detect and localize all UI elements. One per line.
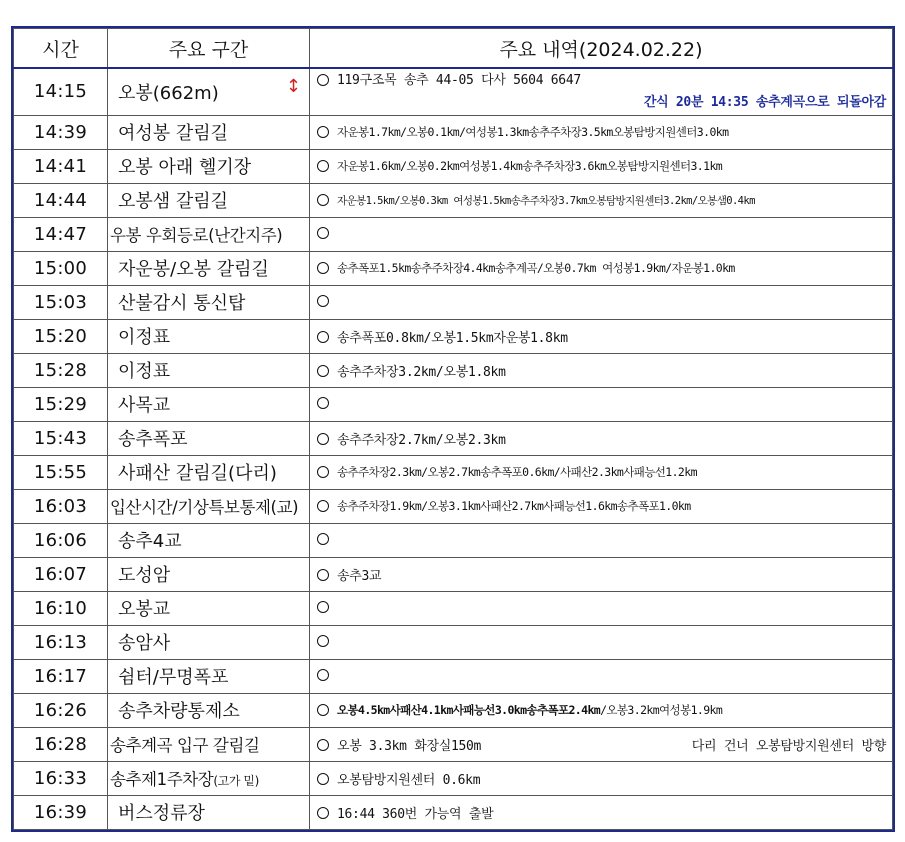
row-time: 14:41 [14,149,108,183]
table-row [14,387,893,421]
row-detail [310,285,893,319]
row-detail [310,795,893,829]
row-detail [310,183,893,217]
row-detail [310,149,893,183]
row-time: 15:03 [14,285,108,319]
row-section-label: 오봉(662m) [118,82,219,104]
row-detail-text: 자운봉1.6km/오봉0.2km여성봉1.4km송추주차장3.6km오봉탐방지원센터3.1km [337,159,723,174]
table-row [14,353,893,387]
row-detail [310,523,893,557]
circle-bullet-icon [317,227,329,239]
row-detail-text: 송추주차장2.3km/오봉2.7km송추폭포0.6km/사패산2.3km사패능선1.2km [337,465,697,480]
row-time: 16:07 [14,557,108,591]
table-row [14,795,893,829]
circle-bullet-icon [317,74,329,86]
header-section: 주요 구간 [108,29,310,69]
row-detail [310,421,893,455]
row-detail [310,591,893,625]
row-section: 이정표 [108,353,310,387]
schedule-table [13,28,893,830]
table-row [14,659,893,693]
row-time: 15:43 [14,421,108,455]
row-section: 송추차량통제소 [108,693,310,727]
row-detail [310,387,893,421]
row-section: 송암사 [108,625,310,659]
circle-bullet-icon [317,704,329,716]
circle-bullet-icon [317,466,329,478]
circle-bullet-icon [317,126,329,138]
table-row [14,217,893,251]
table-row [14,183,893,217]
row-detail [310,115,893,149]
circle-bullet-icon [317,500,329,512]
table-row [14,693,893,727]
row-detail [310,659,893,693]
row-detail-text: 오봉 3.3km 화장실150m [337,738,482,754]
circle-bullet-icon [317,295,329,307]
row-detail [310,217,893,251]
table-row [14,68,893,115]
row-time: 16:13 [14,625,108,659]
row-detail-text: 119구조목 송추 44-05 다사 5604 6647 [337,73,581,89]
table-row [14,319,893,353]
circle-bullet-icon [317,397,329,409]
circle-bullet-icon [317,262,329,274]
row-time: 16:26 [14,693,108,727]
row-time: 15:28 [14,353,108,387]
row-section: 오봉교 [108,591,310,625]
circle-bullet-icon [317,569,329,581]
circle-bullet-icon [317,433,329,445]
row-section: 버스정류장 [108,795,310,829]
row-detail-text: 오봉탐방지원센터 0.6km [337,772,481,788]
table-row [14,761,893,795]
circle-bullet-icon [317,194,329,206]
row-detail-text: 자운봉1.7km/오봉0.1km/여성봉1.3km송추주차장3.5km오봉탐방지원센터3.0km [337,125,729,140]
row-time: 16:17 [14,659,108,693]
table-row [14,455,893,489]
row-section [108,68,310,115]
schedule-table-frame [11,26,895,832]
row-section: 쉼터/무명폭포 [108,659,310,693]
row-detail [310,455,893,489]
header-details: 주요 내역(2024.02.22) [310,29,893,69]
table-row [14,523,893,557]
row-detail-text: 자운봉1.5km/오봉0.3km 여성봉1.5km송추주차장3.7km오봉탐방지원센터3.2km/오봉샘0.4km [337,194,755,207]
table-row [14,149,893,183]
table-row [14,625,893,659]
row-detail [310,319,893,353]
row-time: 16:10 [14,591,108,625]
circle-bullet-icon [317,601,329,613]
row-detail-text: 송추주차장3.2km/오봉1.8km [337,364,506,380]
row-detail [310,727,893,761]
row-detail [310,68,893,115]
row-time: 15:00 [14,251,108,285]
table-row [14,591,893,625]
circle-bullet-icon [317,807,329,819]
row-detail [310,625,893,659]
table-row [14,421,893,455]
row-time: 15:55 [14,455,108,489]
up-down-arrow-icon: ↕ [285,76,301,97]
circle-bullet-icon [317,739,329,751]
header-time: 시간 [14,29,108,69]
row-time: 16:28 [14,727,108,761]
row-time: 15:29 [14,387,108,421]
circle-bullet-icon [317,331,329,343]
circle-bullet-icon [317,533,329,545]
table-row [14,727,893,761]
circle-bullet-icon [317,635,329,647]
row-section: 오봉샘 갈림길 [108,183,310,217]
row-section [108,761,310,795]
row-detail [310,353,893,387]
row-section-label: 송추제1주차장 [110,770,214,790]
row-section: 우봉 우회등로(난간지주) [108,217,310,251]
row-detail-text: /오봉3.2km여성봉1.9km [600,703,723,718]
row-section-sub: (고가 밑) [213,774,259,789]
row-detail-text: 송추주차장1.9km/오봉3.1km사패산2.7km사패능선1.6km송추폭포1.0km [337,499,691,514]
row-section: 입산시간/기상특보통제(교) [108,489,310,523]
row-detail-text: 16:44 360번 가능역 출발 [337,806,494,822]
header-row [14,29,893,69]
table-row [14,251,893,285]
circle-bullet-icon [317,669,329,681]
row-section: 송추폭포 [108,421,310,455]
row-section: 사패산 갈림길(다리) [108,455,310,489]
row-section: 사목교 [108,387,310,421]
row-time: 14:44 [14,183,108,217]
row-section: 산불감시 통신탑 [108,285,310,319]
row-detail [310,251,893,285]
circle-bullet-icon [317,365,329,377]
row-time: 16:06 [14,523,108,557]
circle-bullet-icon [317,773,329,785]
row-detail [310,489,893,523]
row-section: 도성암 [108,557,310,591]
row-time: 15:20 [14,319,108,353]
row-detail-text: 송추주차장2.7km/오봉2.3km [337,432,506,448]
row-note: 간식 20분 14:35 송추계곡으로 되돌아감 [643,95,886,111]
row-time: 14:39 [14,115,108,149]
table-row [14,489,893,523]
row-section: 여성봉 갈림길 [108,115,310,149]
row-section: 송추계곡 입구 갈림길 [108,727,310,761]
circle-bullet-icon [317,160,329,172]
row-time: 16:03 [14,489,108,523]
table-row [14,557,893,591]
row-detail-bold: 오봉4.5km사패산4.1km사패능선3.0km송추폭포2.4km [337,703,601,718]
table-row [14,285,893,319]
row-detail-text: 송추폭포0.8km/오봉1.5km자운봉1.8km [337,330,568,346]
row-time: 14:15 [14,68,108,115]
row-section: 자운봉/오봉 갈림길 [108,251,310,285]
row-right-note: 다리 건너 오봉탐방지원센터 방향 [691,738,886,754]
row-time: 16:33 [14,761,108,795]
row-detail-text: 송추폭포1.5km송추주차장4.4km송추계곡/오봉0.7km 여성봉1.9km/자운봉1.0km [337,261,735,276]
row-time: 16:39 [14,795,108,829]
row-section: 오봉 아래 헬기장 [108,149,310,183]
row-detail [310,761,893,795]
row-section: 송추4교 [108,523,310,557]
table-row [14,115,893,149]
row-section: 이정표 [108,319,310,353]
row-detail [310,693,893,727]
row-detail [310,557,893,591]
row-detail-text: 송추3교 [337,568,382,584]
row-time: 14:47 [14,217,108,251]
